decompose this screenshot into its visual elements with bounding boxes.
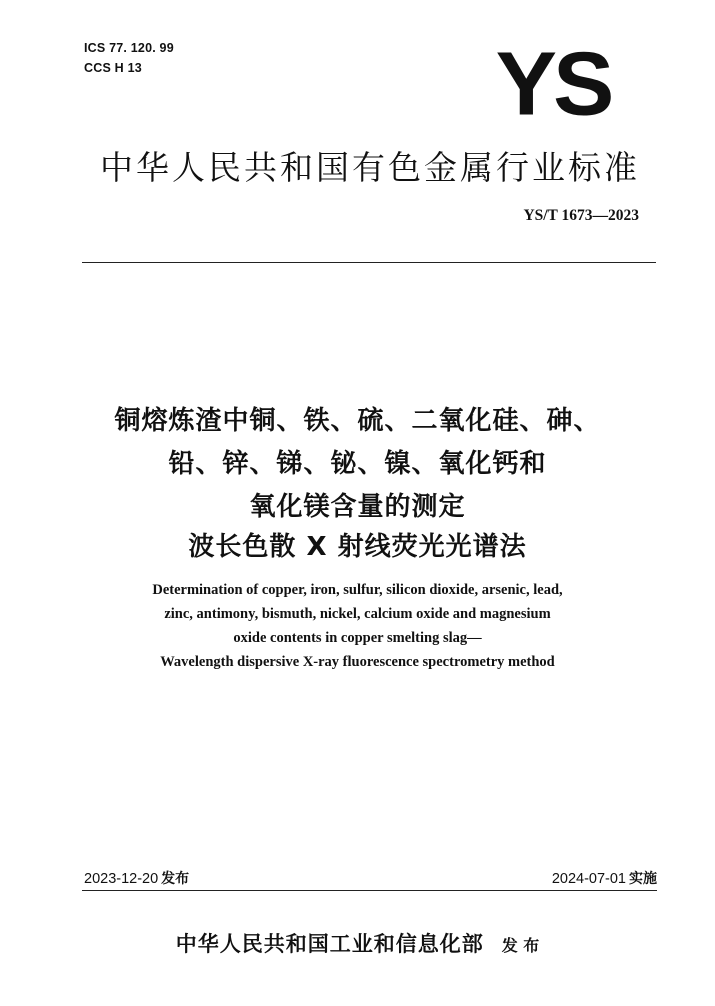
issue-date <box>84 868 189 888</box>
issue-label: 发布 <box>161 871 190 887</box>
english-title-line-4: Wavelength dispersive X-ray fluorescence spectrometry method <box>160 654 555 670</box>
ys-logo <box>486 42 620 122</box>
ccs-code: CCS H 13 <box>84 61 142 75</box>
issue-date-value: 2023-12-20 <box>84 871 159 887</box>
english-title-line-3: oxide contents in copper smelting slag— <box>233 630 482 646</box>
classification-codes <box>84 38 174 78</box>
implementation-date-value: 2024-07-01 <box>551 871 626 887</box>
english-title-line-1: Determination of copper, iron, sulfur, silicon dioxide, arsenic, lead, <box>152 582 563 598</box>
chinese-title-line-3: 氧化镁含量的测定 <box>249 492 466 522</box>
standard-number: YS/T 1673—2023 <box>523 207 639 224</box>
bottom-divider <box>82 890 657 891</box>
issuer-name: 中华人民共和国工业和信息化部 <box>175 931 484 956</box>
chinese-title-line-1: 铜熔炼渣中铜、铁、硫、二氧化硅、砷、 <box>114 406 601 436</box>
implementation-date <box>552 868 657 888</box>
issuer-action: 发 布 <box>501 936 540 955</box>
chinese-title-line-4: 波长色散 X 射线荧光光谱法 <box>188 532 527 562</box>
ys-logo-text: YS <box>495 42 611 122</box>
top-divider <box>82 262 656 263</box>
chinese-title-line-2: 铅、锌、锑、铋、镍、氧化钙和 <box>168 449 547 479</box>
implementation-label: 实施 <box>629 871 657 887</box>
ics-code: ICS 77. 120. 99 <box>84 41 174 55</box>
english-title-line-2: zinc, antimony, bismuth, nickel, calcium oxide and magnesium <box>164 606 551 622</box>
issuing-authority <box>0 928 715 958</box>
industry-standard-title: 中华人民共和国有色金属行业标准 <box>100 148 640 187</box>
